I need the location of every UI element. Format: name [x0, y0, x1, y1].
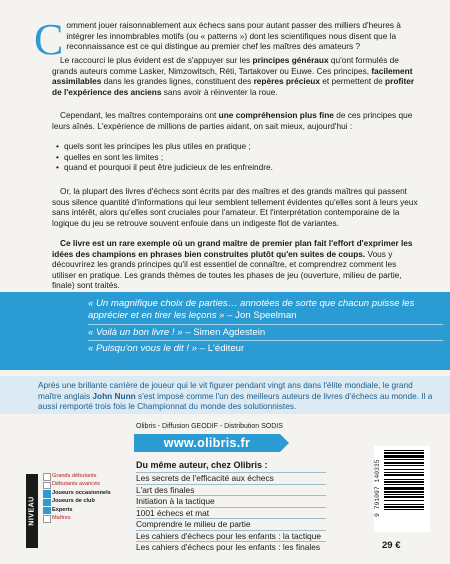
books-problem-paragraph: Or, la plupart des livres d'échecs sont écrits par des maîtres et des grands maîtres qui passent sous silence quantité d'informations qui leur semblent tellement évidentes qu'elles sont à leurs yeux sans intérêt, alors qu'elles sont cruciales pour l'amateur. Et l'interprétation contemporaine de la logique du jeu se retrouve souvent enfouie dans un indigeste flot de variantes. [52, 186, 418, 228]
list-item: • quand et pourquoi il peut être judicieux de les enfreindre. [64, 162, 424, 173]
level-checkbox-icon [43, 515, 51, 523]
drop-cap: C [34, 15, 64, 64]
barcode-bar [384, 455, 424, 458]
quote: « Voilà un bon livre ! » – Simen Agdestein [88, 327, 443, 341]
principles-paragraph: Le raccourci le plus évident est de s'appuyer sur les principes généraux qu'ont formulés de grands auteurs comme Lasker, Nimzowitsch, Réti, Tartakover ou Euwe. Ces principes, facilement assimilables dans les grandes lignes, constituent des repères précieux et permettent de profiter de l'expérience des anciens sans avoir à réinventer la roue. [52, 55, 415, 97]
list-item: Initiation à la tactique [136, 495, 326, 507]
barcode-bar [384, 472, 424, 473]
barcode-bar [384, 487, 424, 490]
barcode-bar [384, 494, 424, 495]
list-item: 1001 échecs et mat [136, 507, 326, 519]
bullet-list [52, 141, 424, 173]
list-item: Les cahiers d'échecs pour les enfants : les finales [136, 541, 326, 553]
level-label: Joueurs de club [52, 498, 95, 505]
level-item [43, 489, 111, 497]
level-item [43, 497, 111, 505]
level-label: Maîtres [52, 514, 71, 521]
barcode-bar [384, 462, 424, 464]
barcode-bar [384, 469, 424, 470]
author-bio-band [0, 376, 450, 414]
intro-paragraph [34, 15, 422, 64]
list-item: • quelles en sont les limites ; [64, 152, 424, 163]
barcode-bar [384, 484, 424, 485]
barcode-bar [384, 481, 424, 483]
isbn-number: 9 791097 140335 [374, 459, 381, 517]
barcode [374, 446, 430, 532]
level-list [43, 472, 111, 522]
barcode-bar [384, 500, 424, 501]
level-item [43, 480, 111, 488]
book-summary-paragraph: Ce livre est un rare exemple où un grand maître de premier plan fait l'effort d'exprimer les idées des champions en phrases bien construites plutôt qu'en suites de coups. Vous y découvrirez les grands principes qu'il est essentiel de connaître, et comprendrez comment les utiliser en pratique. Les grands thèmes de toutes les phases de jeu (ouverture, milieu de partie, finale) sont traités. [52, 238, 413, 291]
barcode-bar [384, 506, 424, 508]
level-label: Débutants avancés [52, 481, 100, 488]
barcode-bar [384, 509, 424, 510]
barcode-bar [384, 479, 424, 480]
list-item: Les cahiers d'échecs pour les enfants : la tactique [136, 530, 326, 542]
barcode-bar [384, 465, 424, 466]
author-bio: Après une brillante carrière de joueur qui le vit figurer pendant vingt ans dans l'élite mondiale, le grand maître anglais John Nunn s'est imposé comme l'un des meilleurs auteurs de livres d'échecs au monde. Il a aussi remporté trois fois le Championnat du monde des solutionnistes. [38, 380, 433, 412]
contemporary-paragraph: Cependant, les maîtres contemporains ont une compréhension plus fine de ces principes que leurs aînés. L'expérience de millions de parties aidant, on sait mieux, aujourd'hui : [52, 110, 413, 131]
quote: « Un magnifique choix de parties… annotées de sorte que chacun puisse les apprécier et en tirer les leçons » – Jon Speelman [88, 298, 443, 325]
list-item: Les secrets de l'efficacité aux échecs [136, 472, 326, 484]
quotes-band [0, 292, 450, 370]
other-books [136, 460, 326, 553]
level-label: Experts [52, 506, 73, 513]
level-item [43, 514, 111, 522]
level-label: Grands débutants [52, 473, 97, 479]
other-books-title: Du même auteur, chez Olibris : [136, 460, 268, 470]
intro-text: omment jouer raisonnablement aux échecs sans pour autant passer des milliers d'heures à intégrer les innombrables motifs (ou « patterns ») dont les scientifiques nous disent que la reconnaissance est ce qui distingue au premier chef les maîtres des amateurs ? [66, 20, 401, 52]
distribution-line: Olibris - Diffusion GEODIF - Distribution SODIS [136, 423, 283, 430]
list-item: L'art des finales [136, 484, 326, 496]
barcode-bar [384, 474, 424, 476]
level-label: Joueurs occasionnels [52, 489, 111, 496]
list-item: Comprendre le milieu de partie [136, 518, 326, 530]
barcode-bar [384, 496, 424, 498]
barcode-bar [384, 491, 424, 493]
barcode-bar [384, 504, 424, 505]
level-badge: NIVEAU [26, 474, 38, 548]
level-item [43, 472, 111, 480]
barcode-bar [384, 450, 424, 451]
price: 29 € [382, 540, 401, 551]
list-item: • quels sont les principes les plus utiles en pratique ; [64, 141, 424, 152]
publisher-url[interactable]: www.olibris.fr [134, 434, 280, 452]
quote: « Puisqu'on vous le dit ! » – L'éditeur [88, 343, 245, 355]
barcode-bar [384, 452, 424, 454]
barcode-bars [384, 450, 426, 530]
barcode-bar [384, 459, 424, 460]
level-item [43, 506, 111, 514]
